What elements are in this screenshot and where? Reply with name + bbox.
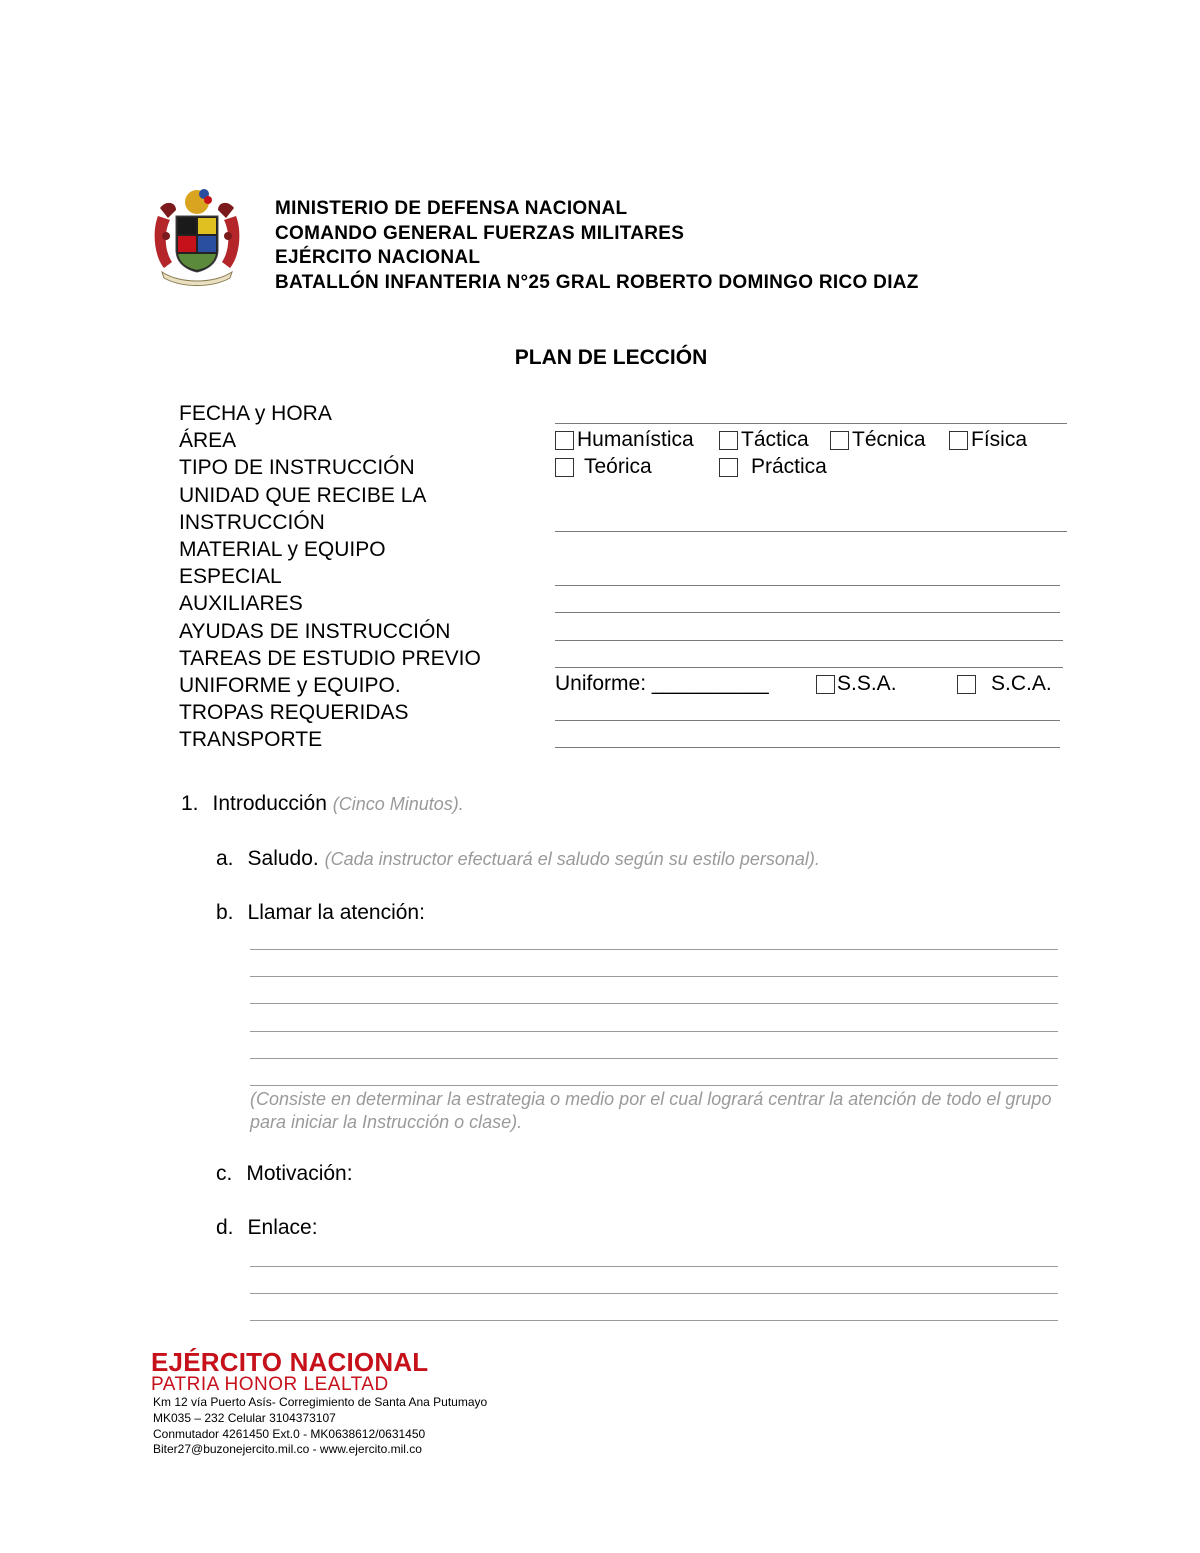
checkbox-icon[interactable]: [816, 675, 835, 694]
label-area: ÁREA: [179, 429, 237, 453]
label-auxiliares: AUXILIARES: [179, 592, 303, 616]
header-army: EJÉRCITO NACIONAL: [275, 247, 481, 268]
checkbox-icon[interactable]: [719, 458, 738, 477]
army-crest-logo: [150, 186, 244, 290]
ayudas-line[interactable]: [555, 640, 1063, 641]
tropas-line[interactable]: [555, 720, 1060, 721]
header-battalion: BATALLÓN INFANTERIA N°25 GRAL ROBERTO DOMINGO RICO DIAZ: [275, 271, 919, 293]
fecha-hora-line[interactable]: [555, 423, 1067, 424]
label-tipo-instruccion: TIPO DE INSTRUCCIÓN: [179, 456, 415, 480]
tipo-option-practica[interactable]: Práctica: [719, 455, 827, 479]
label-transporte: TRANSPORTE: [179, 728, 323, 752]
saludo-hint: (Cada instructor efectuará el saludo según su estilo personal).: [324, 849, 820, 869]
write-line[interactable]: [250, 1085, 1058, 1086]
footer-switchboard-line: Conmutador 4261450 Ext.0 - MK0638612/0631450: [153, 1426, 426, 1441]
label-uniforme: UNIFORME y EQUIPO.: [179, 674, 401, 698]
checkbox-icon[interactable]: [555, 458, 574, 477]
llamar-atencion-note: (Consiste en determinar la estrategia o medio por el cual logrará centrar la atención de todo el grupo para iniciar la Instrucción o clase).: [250, 1089, 1052, 1132]
footer-email-link[interactable]: Biter27@buzonejercito.mil.co - www.ejercito.mil.co: [153, 1442, 422, 1457]
footer-address-line: Km 12 vía Puerto Asís- Corregimiento de Santa Ana Putumayo: [153, 1395, 488, 1409]
write-line[interactable]: [250, 1293, 1058, 1294]
label-unidad-2: INSTRUCCIÓN: [179, 510, 325, 534]
write-line[interactable]: [250, 1058, 1058, 1059]
write-line[interactable]: [250, 1003, 1058, 1004]
write-line[interactable]: [250, 949, 1058, 950]
footer-address: [153, 1395, 487, 1458]
footer-motto: PATRIA HONOR LEALTAD: [151, 1374, 389, 1395]
section-introduccion: 1. Introducción (Cinco Minutos).: [181, 792, 464, 815]
unidad-line[interactable]: [555, 531, 1067, 532]
area-option-fisica[interactable]: Física: [949, 428, 1027, 452]
uniforme-option-sca[interactable]: S.C.A.: [957, 672, 1052, 696]
area-option-tactica[interactable]: Táctica: [719, 428, 809, 452]
item-motivacion: c. Motivación:: [216, 1162, 353, 1185]
label-tropas: TROPAS REQUERIDAS: [179, 701, 409, 725]
material-line[interactable]: [555, 585, 1060, 586]
write-line[interactable]: [250, 1266, 1058, 1267]
write-line[interactable]: [250, 976, 1058, 977]
label-tareas: TAREAS DE ESTUDIO PREVIO: [179, 646, 481, 670]
section-hint: (Cinco Minutos).: [332, 794, 464, 814]
form-labels: [179, 400, 481, 754]
footer-phone-line: MK035 – 232 Celular 3104373107: [153, 1410, 336, 1425]
header-command: COMANDO GENERAL FUERZAS MILITARES: [275, 222, 685, 244]
checkbox-icon[interactable]: [719, 431, 738, 450]
uniforme-option-ssa[interactable]: S.S.A.: [816, 672, 897, 696]
label-material-2: ESPECIAL: [179, 565, 282, 589]
tareas-line[interactable]: [555, 667, 1063, 668]
checkbox-icon[interactable]: [555, 431, 574, 450]
checkbox-icon[interactable]: [949, 431, 968, 450]
checkbox-icon[interactable]: [830, 431, 849, 450]
tipo-option-teorica[interactable]: Teórica: [555, 455, 652, 479]
label-unidad-1: UNIDAD QUE RECIBE LA: [179, 483, 427, 507]
area-option-humanistica[interactable]: Humanística: [555, 428, 694, 452]
item-saludo: a. Saludo. (Cada instructor efectuará el saludo según su estilo personal).: [216, 847, 820, 870]
uniforme-field[interactable]: Uniforme: __________: [555, 672, 769, 695]
letterhead: [275, 197, 919, 295]
auxiliares-line[interactable]: [555, 612, 1060, 613]
header-ministry: MINISTERIO DE DEFENSA NACIONAL: [275, 198, 628, 219]
label-fecha-hora: FECHA y HORA: [179, 402, 332, 425]
label-ayudas: AYUDAS DE INSTRUCCIÓN: [179, 619, 451, 643]
transporte-line[interactable]: [555, 747, 1060, 748]
item-llamar-atencion: b. Llamar la atención:: [216, 901, 425, 924]
item-enlace: d. Enlace:: [216, 1216, 318, 1239]
footer-brand: EJÉRCITO NACIONAL: [151, 1347, 429, 1377]
checkbox-icon[interactable]: [957, 675, 976, 694]
page-title: PLAN DE LECCIÓN: [514, 346, 708, 369]
area-option-tecnica[interactable]: Técnica: [830, 428, 926, 452]
label-material-1: MATERIAL y EQUIPO: [179, 538, 386, 562]
write-line[interactable]: [250, 1320, 1058, 1321]
write-line[interactable]: [250, 1031, 1058, 1032]
